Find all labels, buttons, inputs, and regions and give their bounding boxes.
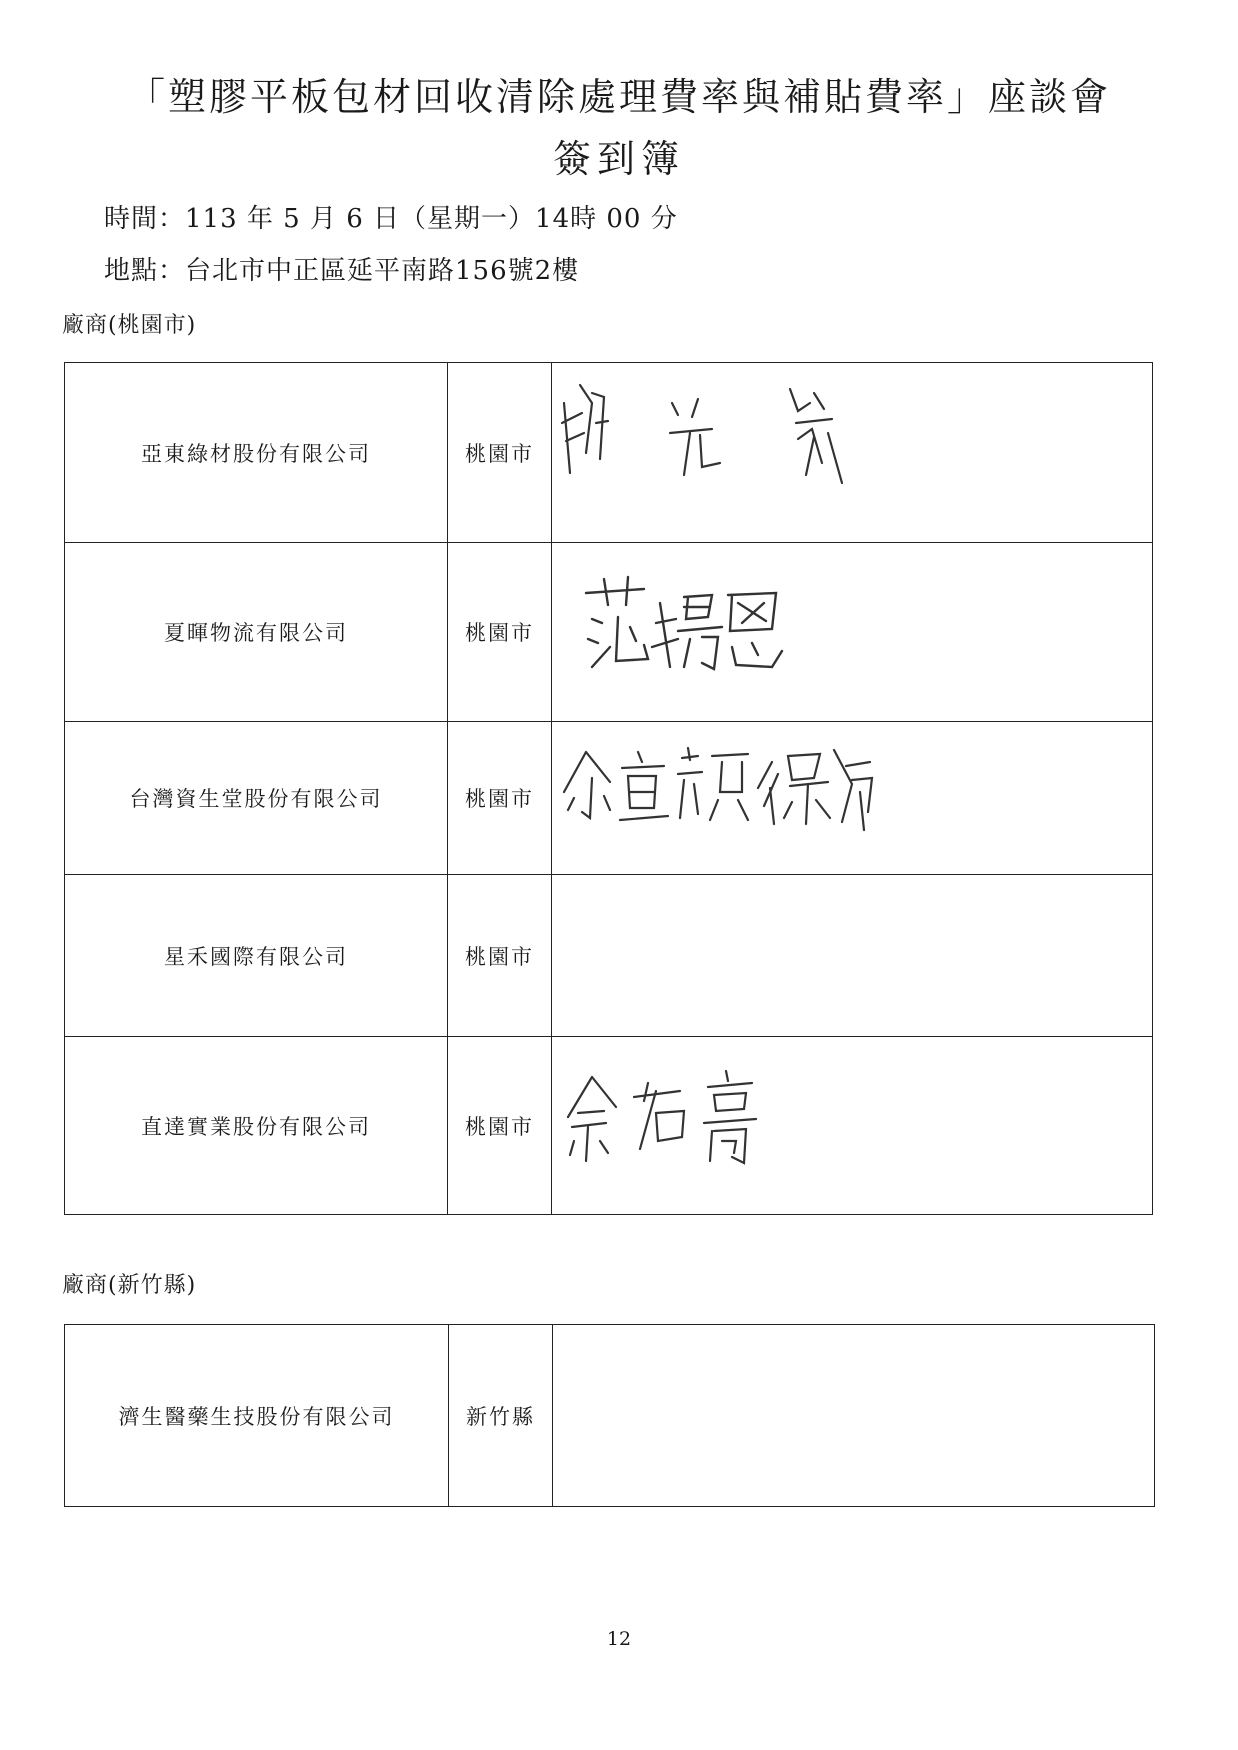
company-city: 桃園市 bbox=[448, 1037, 552, 1215]
company-city: 新竹縣 bbox=[449, 1325, 553, 1507]
company-city: 桃園市 bbox=[448, 543, 552, 722]
company-name: 台灣資生堂股份有限公司 bbox=[65, 722, 448, 875]
table-row bbox=[65, 363, 1153, 543]
signin-table-taoyuan bbox=[64, 362, 1153, 1215]
signature-cell[interactable] bbox=[552, 875, 1153, 1037]
table-row bbox=[65, 543, 1153, 722]
company-name: 亞東綠材股份有限公司 bbox=[65, 363, 448, 543]
section-label-hsinchu: 廠商(新竹縣) bbox=[62, 1273, 197, 1298]
company-city: 桃園市 bbox=[448, 722, 552, 875]
company-name: 濟生醫藥生技股份有限公司 bbox=[65, 1325, 449, 1507]
signature-cell[interactable] bbox=[552, 1037, 1153, 1215]
company-name: 直達實業股份有限公司 bbox=[65, 1037, 448, 1215]
meeting-place: 地點：台北市中正區延平南路156號2樓 bbox=[104, 256, 580, 286]
signature-cell[interactable] bbox=[552, 722, 1153, 875]
table-row bbox=[65, 875, 1153, 1037]
document-subtitle: 簽到簿 bbox=[552, 137, 685, 181]
company-city: 桃園市 bbox=[448, 363, 552, 543]
table-row bbox=[65, 1037, 1153, 1215]
handwritten-signature bbox=[552, 543, 1153, 722]
meeting-time: 時間：113 年 5 月 6 日（星期一）14時 00 分 bbox=[104, 204, 678, 234]
company-name: 夏暉物流有限公司 bbox=[65, 543, 448, 722]
section-label-taoyuan: 廠商(桃園市) bbox=[62, 313, 197, 338]
document-title: 「塑膠平板包材回收清除處理費率與補貼費率」座談會 bbox=[126, 75, 1111, 119]
handwritten-signature bbox=[552, 722, 1153, 875]
page-number: 12 bbox=[606, 1628, 632, 1650]
company-name: 星禾國際有限公司 bbox=[65, 875, 448, 1037]
handwritten-signature bbox=[552, 363, 1153, 543]
signin-table-hsinchu bbox=[64, 1324, 1155, 1507]
signature-cell[interactable] bbox=[552, 363, 1153, 543]
signature-cell[interactable] bbox=[552, 543, 1153, 722]
table-row bbox=[65, 722, 1153, 875]
company-city: 桃園市 bbox=[448, 875, 552, 1037]
handwritten-signature bbox=[552, 1037, 1153, 1215]
table-row bbox=[65, 1325, 1155, 1507]
signature-cell[interactable] bbox=[553, 1325, 1155, 1507]
